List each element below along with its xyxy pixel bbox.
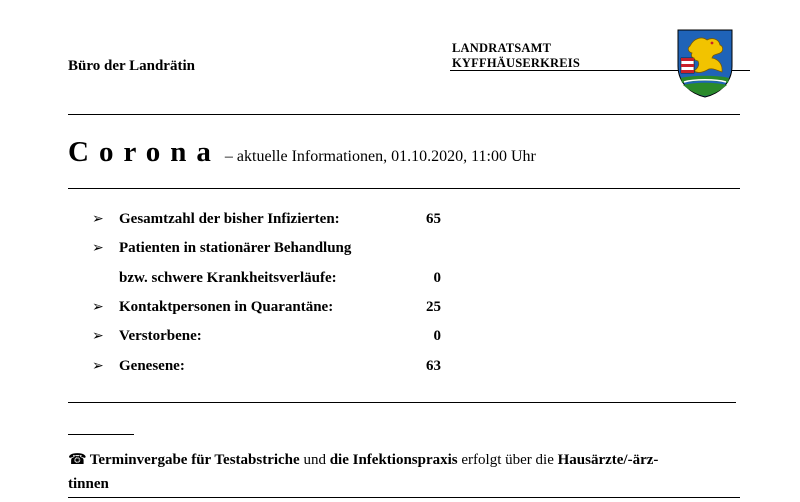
arrow-bullet-icon: ➢: [92, 358, 104, 374]
note-bold-3: Hausärzte/-ärz-: [557, 452, 659, 468]
note-text-1: und: [299, 452, 330, 468]
arrow-bullet-icon: ➢: [92, 211, 104, 227]
phone-icon: ☎: [68, 452, 87, 468]
arrow-bullet-icon: ➢: [92, 328, 104, 344]
stat-value: 65: [426, 210, 441, 227]
note-bold-2: die Infektionspraxis: [329, 452, 458, 468]
page-title: [68, 136, 536, 169]
stat-label: bzw. schwere Krankheitsverläufe:: [119, 269, 337, 286]
stat-label: Verstorbene:: [119, 327, 202, 344]
stat-deceased: [92, 325, 441, 347]
authority-name: [452, 41, 580, 70]
stat-value: 0: [433, 327, 441, 344]
stat-hospitalized: [92, 237, 441, 259]
arrow-bullet-icon: ➢: [92, 299, 104, 315]
office-name: Büro der Landrätin: [68, 58, 195, 74]
title-divider: [68, 188, 740, 189]
stat-value: 25: [426, 298, 441, 315]
stat-label: Gesamtzahl der bisher Infizierten:: [119, 210, 340, 227]
stat-severe: [119, 267, 441, 289]
stat-value: 63: [426, 357, 441, 374]
footnote-rule: [68, 434, 134, 435]
stats-divider: [68, 402, 736, 403]
note-bold-4: tinnen: [68, 476, 109, 492]
title-word: Corona: [68, 136, 221, 168]
stat-label: Genesene:: [119, 357, 185, 374]
bottom-divider: [68, 497, 740, 498]
stat-quarantine: [92, 296, 441, 318]
note-text-2: erfolgt über die: [457, 452, 558, 468]
stat-value: 0: [433, 269, 441, 286]
header-divider: [68, 114, 740, 115]
stat-label: Patienten in stationärer Behandlung: [119, 239, 352, 256]
note-bold-1: Terminvergabe für Testabstriche: [89, 452, 300, 468]
appointment-note: [68, 448, 748, 496]
stat-recovered: [92, 355, 441, 377]
title-subtitle: – aktuelle Informationen, 01.10.2020, 11:00 Uhr: [224, 148, 536, 165]
stat-label: Kontaktpersonen in Quarantäne:: [119, 298, 334, 315]
coat-of-arms-lion-icon: [676, 28, 734, 98]
authority-line-1: LANDRATSAMT: [452, 41, 552, 55]
authority-line-2: KYFFHÄUSERKREIS: [452, 55, 581, 70]
stat-infected: [92, 208, 441, 230]
arrow-bullet-icon: ➢: [92, 240, 104, 256]
